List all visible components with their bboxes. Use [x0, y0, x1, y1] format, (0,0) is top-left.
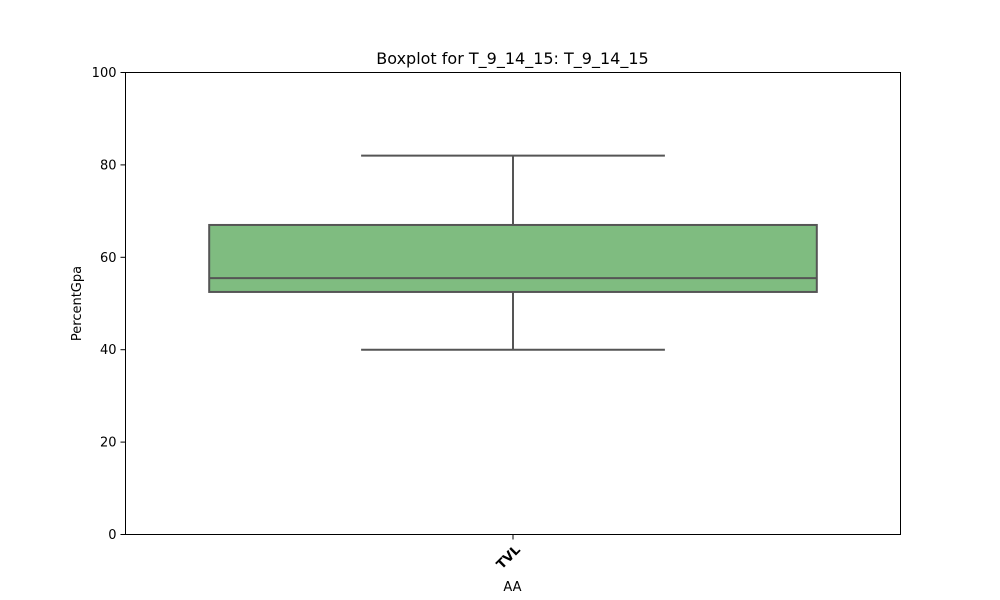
y-tick-label: 100 — [91, 66, 117, 81]
y-tick-label: 20 — [99, 435, 117, 451]
y-tick-label: 0 — [108, 528, 117, 543]
y-axis-label: PercentGpa — [70, 265, 85, 342]
box-tvl — [209, 156, 817, 350]
y-axis — [92, 66, 126, 543]
x-axis — [494, 535, 524, 573]
x-axis-label: AA — [503, 580, 522, 595]
x-tick-label: TVL — [493, 542, 524, 573]
y-tick-label: 80 — [99, 158, 117, 174]
y-tick-label: 60 — [99, 250, 117, 266]
interquartile-box — [209, 225, 817, 292]
box-series — [209, 156, 817, 350]
chart-title: Boxplot for T_9_14_15: T_9_14_15 — [376, 49, 649, 68]
y-tick-label: 40 — [99, 343, 117, 359]
